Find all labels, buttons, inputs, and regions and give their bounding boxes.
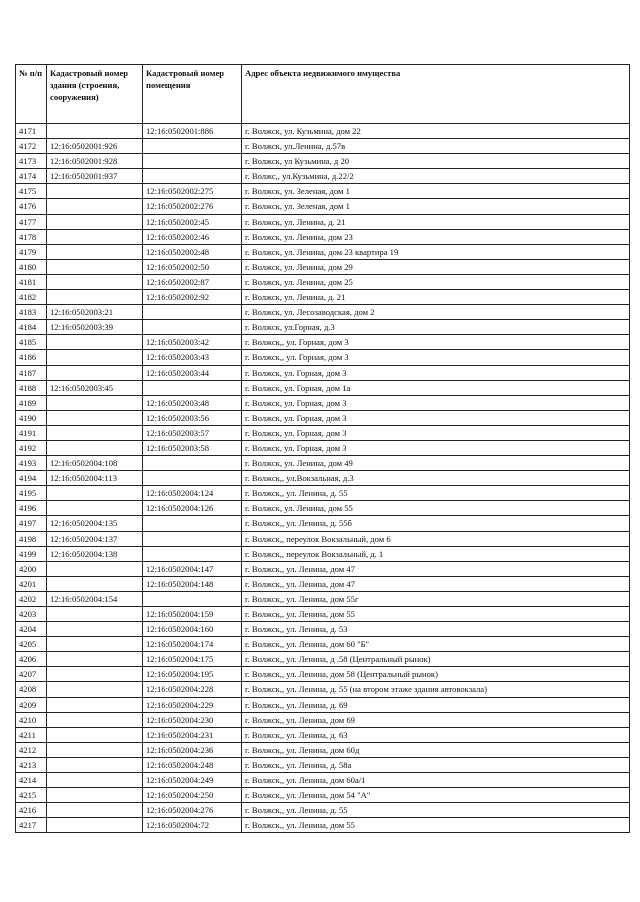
table-row	[16, 395, 630, 410]
table-row	[16, 652, 630, 667]
table-row	[16, 259, 630, 274]
cell-row-number: 4187	[16, 365, 47, 380]
cell-row-number: 4213	[16, 757, 47, 772]
cell-building-cadastral	[47, 290, 143, 305]
cell-building-cadastral	[47, 697, 143, 712]
cell-building-cadastral	[47, 395, 143, 410]
cell-row-number: 4195	[16, 486, 47, 501]
cell-row-number: 4175	[16, 184, 47, 199]
cell-address: г. Волжск,, ул. Ленина, д. 55б	[242, 516, 630, 531]
cell-premises-cadastral: 12:16:0502004:147	[143, 561, 242, 576]
table-row	[16, 773, 630, 788]
cell-row-number: 4186	[16, 350, 47, 365]
cell-row-number: 4190	[16, 410, 47, 425]
table-row	[16, 320, 630, 335]
cell-premises-cadastral: 12:16:0502004:276	[143, 803, 242, 818]
cell-premises-cadastral: 12:16:0502004:249	[143, 773, 242, 788]
cell-address: г. Волжск,, ул. Горная, дом 3	[242, 350, 630, 365]
table-row	[16, 154, 630, 169]
cell-premises-cadastral	[143, 320, 242, 335]
cell-building-cadastral: 12:16:0502004:154	[47, 591, 143, 606]
cell-address: г. Волжск, ул. Ленина, д. 21	[242, 214, 630, 229]
cell-building-cadastral	[47, 425, 143, 440]
cell-row-number: 4212	[16, 742, 47, 757]
cell-row-number: 4214	[16, 773, 47, 788]
cell-building-cadastral: 12:16:0502003:39	[47, 320, 143, 335]
cell-building-cadastral	[47, 229, 143, 244]
cell-building-cadastral	[47, 184, 143, 199]
cell-building-cadastral	[47, 667, 143, 682]
table-row	[16, 169, 630, 184]
table-row	[16, 788, 630, 803]
cell-row-number: 4179	[16, 244, 47, 259]
cell-row-number: 4203	[16, 607, 47, 622]
cell-address: г. Волжс,, ул.Кузьмина, д.22/2	[242, 169, 630, 184]
cell-address: г. Волжск,, переулок Вокзальный, д. 1	[242, 546, 630, 561]
table-row	[16, 682, 630, 697]
table-row	[16, 486, 630, 501]
cell-premises-cadastral	[143, 546, 242, 561]
cell-address: г. Волжск,, ул. Ленина, дом 47	[242, 576, 630, 591]
table-row	[16, 124, 630, 139]
cell-address: г. Волжск,, ул. Ленина, дом 55	[242, 818, 630, 833]
cell-address: г. Волжск,, ул. Ленина, дом 60а/1	[242, 773, 630, 788]
cell-address: г. Волжск,, ул. Ленина, д. 55 (на втором этаже здания автовокзала)	[242, 682, 630, 697]
cell-building-cadastral	[47, 803, 143, 818]
cell-premises-cadastral	[143, 139, 242, 154]
table-row	[16, 471, 630, 486]
cell-premises-cadastral: 12:16:0502003:44	[143, 365, 242, 380]
cell-address: г. Волжск, ул. Ленина, дом 25	[242, 274, 630, 289]
cell-premises-cadastral	[143, 456, 242, 471]
cell-row-number: 4209	[16, 697, 47, 712]
table-row	[16, 516, 630, 531]
cell-building-cadastral	[47, 757, 143, 772]
table-row	[16, 712, 630, 727]
cell-building-cadastral	[47, 561, 143, 576]
cell-address: г. Волжск, ул. Кузьмина, дом 22	[242, 124, 630, 139]
cell-building-cadastral	[47, 652, 143, 667]
cell-address: г. Волжск,, ул. Ленина, дом 60д	[242, 742, 630, 757]
cell-address: г. Волжск,, ул. Ленина, д. 69	[242, 697, 630, 712]
cell-building-cadastral	[47, 637, 143, 652]
cell-row-number: 4204	[16, 622, 47, 637]
cell-row-number: 4193	[16, 456, 47, 471]
cell-building-cadastral: 12:16:0502003:21	[47, 305, 143, 320]
cell-building-cadastral	[47, 818, 143, 833]
cell-address: г. Волжск,, ул. Ленина, д .58 (Центральный рынок)	[242, 652, 630, 667]
cell-premises-cadastral: 12:16:0502004:159	[143, 607, 242, 622]
cell-row-number: 4171	[16, 124, 47, 139]
table-row	[16, 803, 630, 818]
cell-address: г. Волжск, ул. Ленина, дом 49	[242, 456, 630, 471]
table-row	[16, 274, 630, 289]
cell-premises-cadastral: 12:16:0502004:236	[143, 742, 242, 757]
table-row	[16, 139, 630, 154]
table-row	[16, 456, 630, 471]
cell-premises-cadastral: 12:16:0502004:195	[143, 667, 242, 682]
table-row	[16, 229, 630, 244]
table-row	[16, 501, 630, 516]
cell-row-number: 4201	[16, 576, 47, 591]
cell-premises-cadastral: 12:16:0502002:276	[143, 199, 242, 214]
cell-address: г. Волжск, ул. Горная, дом 3	[242, 365, 630, 380]
cell-row-number: 4211	[16, 727, 47, 742]
table-row	[16, 184, 630, 199]
cell-address: г. Волжск,, ул. Ленина, д. 58а	[242, 757, 630, 772]
cell-row-number: 4191	[16, 425, 47, 440]
table-row	[16, 410, 630, 425]
cell-building-cadastral: 12:16:0502001:926	[47, 139, 143, 154]
table-row	[16, 576, 630, 591]
cell-premises-cadastral: 12:16:0502002:92	[143, 290, 242, 305]
cell-address: г. Волжск,, ул. Ленина, д. 63	[242, 727, 630, 742]
header-premises-cadastral: Кадастровый номер помещения	[143, 65, 242, 124]
cell-premises-cadastral: 12:16:0502003:48	[143, 395, 242, 410]
cell-building-cadastral: 12:16:0502003:45	[47, 380, 143, 395]
cell-address: г. Волжск, ул. Зеленая, дом 1	[242, 184, 630, 199]
table-body	[16, 124, 630, 833]
cell-building-cadastral	[47, 335, 143, 350]
header-address: Адрес объекта недвижимого имущества	[242, 65, 630, 124]
cell-building-cadastral	[47, 727, 143, 742]
cell-address: г. Волжск,, ул. Ленина, дом 55	[242, 607, 630, 622]
cell-building-cadastral	[47, 199, 143, 214]
cell-premises-cadastral: 12:16:0502004:160	[143, 622, 242, 637]
cell-building-cadastral: 12:16:0502004:135	[47, 516, 143, 531]
cell-premises-cadastral: 12:16:0502003:56	[143, 410, 242, 425]
cell-premises-cadastral: 12:16:0502002:48	[143, 244, 242, 259]
cell-address: г. Волжск,, ул. Ленина, дом 69	[242, 712, 630, 727]
cell-premises-cadastral: 12:16:0502004:228	[143, 682, 242, 697]
cell-building-cadastral	[47, 244, 143, 259]
cell-row-number: 4216	[16, 803, 47, 818]
cell-premises-cadastral: 12:16:0502004:229	[143, 697, 242, 712]
table-row	[16, 637, 630, 652]
cell-address: г. Волжск, ул. Горная, дом 3	[242, 395, 630, 410]
cell-address: г. Волжск,, ул. Ленина, д. 55	[242, 803, 630, 818]
cell-premises-cadastral: 12:16:0502004:230	[143, 712, 242, 727]
cell-row-number: 4207	[16, 667, 47, 682]
cell-row-number: 4173	[16, 154, 47, 169]
cell-address: г. Волжск, ул. Ленина, дом 29	[242, 259, 630, 274]
cell-row-number: 4180	[16, 259, 47, 274]
cell-premises-cadastral: 12:16:0502002:45	[143, 214, 242, 229]
cell-row-number: 4199	[16, 546, 47, 561]
cell-address: г. Волжск,, ул. Ленина, дом 58 (Центральный рынок)	[242, 667, 630, 682]
table-row	[16, 561, 630, 576]
table-row	[16, 365, 630, 380]
cell-premises-cadastral: 12:16:0502004:124	[143, 486, 242, 501]
cell-building-cadastral	[47, 259, 143, 274]
cell-address: г. Волжск,, ул. Горная, дом 3	[242, 335, 630, 350]
cell-building-cadastral	[47, 742, 143, 757]
cell-premises-cadastral: 12:16:0502004:248	[143, 757, 242, 772]
cell-row-number: 4181	[16, 274, 47, 289]
cell-row-number: 4208	[16, 682, 47, 697]
cell-row-number: 4197	[16, 516, 47, 531]
cell-building-cadastral	[47, 607, 143, 622]
cell-building-cadastral	[47, 682, 143, 697]
table-row	[16, 305, 630, 320]
cell-address: г. Волжск, ул. Ленина, дом 55	[242, 501, 630, 516]
header-row-number: № п/п	[16, 65, 47, 124]
table-row	[16, 546, 630, 561]
cell-row-number: 4183	[16, 305, 47, 320]
cell-address: г. Волжск, ул. Ленина, д. 21	[242, 290, 630, 305]
table-row	[16, 667, 630, 682]
header-building-cadastral: Кадастровый номер здания (строения, сооружения)	[47, 65, 143, 124]
cell-premises-cadastral: 12:16:0502004:231	[143, 727, 242, 742]
cell-row-number: 4174	[16, 169, 47, 184]
cell-premises-cadastral	[143, 169, 242, 184]
cell-address: г. Волжск,, переулок Вокзальный, дом 6	[242, 531, 630, 546]
cell-premises-cadastral: 12:16:0502004:72	[143, 818, 242, 833]
table-row	[16, 440, 630, 455]
cell-building-cadastral	[47, 124, 143, 139]
cell-address: г. Волжск, ул. Ленина, дом 23 квартира 19	[242, 244, 630, 259]
cell-address: г. Волжск, ул. Горная, дом 3	[242, 440, 630, 455]
cell-premises-cadastral	[143, 380, 242, 395]
table-row	[16, 380, 630, 395]
cell-address: г. Волжск,, ул. Ленина, д. 55	[242, 486, 630, 501]
cell-premises-cadastral: 12:16:0502003:58	[143, 440, 242, 455]
cell-row-number: 4176	[16, 199, 47, 214]
cell-building-cadastral: 12:16:0502004:113	[47, 471, 143, 486]
cell-address: г. Волжск, ул. Горная, дом 1а	[242, 380, 630, 395]
table-row	[16, 622, 630, 637]
cell-building-cadastral	[47, 576, 143, 591]
table-row	[16, 244, 630, 259]
cell-building-cadastral: 12:16:0502001:937	[47, 169, 143, 184]
table-row	[16, 350, 630, 365]
table-row	[16, 697, 630, 712]
cell-address: г. Волжск, ул Кузьмина, д 20	[242, 154, 630, 169]
table-row	[16, 335, 630, 350]
cell-row-number: 4215	[16, 788, 47, 803]
cell-premises-cadastral: 12:16:0502003:43	[143, 350, 242, 365]
cell-address: г. Волжск,, ул.Вокзальная, д.3	[242, 471, 630, 486]
cell-address: г. Волжск,, ул. Ленина, дом 47	[242, 561, 630, 576]
cell-row-number: 4188	[16, 380, 47, 395]
cell-address: г. Волжск,, ул. Ленина, д. 53	[242, 622, 630, 637]
cell-row-number: 4210	[16, 712, 47, 727]
cell-building-cadastral: 12:16:0502004:138	[47, 546, 143, 561]
table-row	[16, 199, 630, 214]
cell-premises-cadastral	[143, 471, 242, 486]
cell-premises-cadastral: 12:16:0502002:275	[143, 184, 242, 199]
cell-building-cadastral	[47, 788, 143, 803]
cell-address: г. Волжск, ул. Горная, дом 3	[242, 425, 630, 440]
cell-row-number: 4205	[16, 637, 47, 652]
cell-building-cadastral	[47, 274, 143, 289]
cell-row-number: 4192	[16, 440, 47, 455]
cell-premises-cadastral	[143, 591, 242, 606]
table-row	[16, 727, 630, 742]
cell-premises-cadastral	[143, 516, 242, 531]
cell-building-cadastral: 12:16:0502004:108	[47, 456, 143, 471]
table-row	[16, 818, 630, 833]
cell-address: г. Волжск,, ул. Ленина, дом 55г	[242, 591, 630, 606]
cell-building-cadastral: 12:16:0502001:928	[47, 154, 143, 169]
table-row	[16, 425, 630, 440]
cell-row-number: 4202	[16, 591, 47, 606]
table-row	[16, 591, 630, 606]
cell-row-number: 4178	[16, 229, 47, 244]
cell-premises-cadastral: 12:16:0502002:50	[143, 259, 242, 274]
cell-building-cadastral: 12:16:0502004:137	[47, 531, 143, 546]
cell-premises-cadastral: 12:16:0502004:175	[143, 652, 242, 667]
cell-row-number: 4182	[16, 290, 47, 305]
cell-address: г. Волжск,, ул. Ленина, дом 60 "Б"	[242, 637, 630, 652]
cell-premises-cadastral: 12:16:0502002:87	[143, 274, 242, 289]
cell-premises-cadastral: 12:16:0502004:174	[143, 637, 242, 652]
cell-premises-cadastral: 12:16:0502004:250	[143, 788, 242, 803]
cell-premises-cadastral: 12:16:0502004:148	[143, 576, 242, 591]
cell-address: г. Волжск, ул.Ленина, д.57в	[242, 139, 630, 154]
cell-building-cadastral	[47, 773, 143, 788]
cell-premises-cadastral: 12:16:0502003:57	[143, 425, 242, 440]
cell-row-number: 4194	[16, 471, 47, 486]
cell-row-number: 4200	[16, 561, 47, 576]
cell-building-cadastral	[47, 712, 143, 727]
cell-building-cadastral	[47, 365, 143, 380]
cell-address: г. Волжск, ул. Лесозаводская, дом 2	[242, 305, 630, 320]
cell-premises-cadastral	[143, 305, 242, 320]
cell-address: г. Волжск, ул. Зеленая, дом 1	[242, 199, 630, 214]
property-register-table	[15, 64, 630, 833]
cell-premises-cadastral: 12:16:0502004:126	[143, 501, 242, 516]
table-row	[16, 214, 630, 229]
cell-building-cadastral	[47, 501, 143, 516]
cell-address: г. Волжск, ул.Горная, д.3	[242, 320, 630, 335]
table-row	[16, 290, 630, 305]
cell-premises-cadastral	[143, 531, 242, 546]
cell-row-number: 4172	[16, 139, 47, 154]
table-header-row	[16, 65, 630, 124]
cell-premises-cadastral: 12:16:0502003:42	[143, 335, 242, 350]
cell-address: г. Волжск, ул. Ленина, дом 23	[242, 229, 630, 244]
cell-row-number: 4185	[16, 335, 47, 350]
cell-row-number: 4206	[16, 652, 47, 667]
cell-building-cadastral	[47, 486, 143, 501]
table-row	[16, 607, 630, 622]
cell-address: г. Волжск,, ул. Ленина, дом 54 "А"	[242, 788, 630, 803]
cell-premises-cadastral: 12:16:0502001:886	[143, 124, 242, 139]
cell-row-number: 4196	[16, 501, 47, 516]
table-row	[16, 531, 630, 546]
cell-building-cadastral	[47, 350, 143, 365]
cell-building-cadastral	[47, 410, 143, 425]
cell-address: г. Волжск, ул. Горная, дом 3	[242, 410, 630, 425]
cell-row-number: 4198	[16, 531, 47, 546]
cell-row-number: 4217	[16, 818, 47, 833]
cell-premises-cadastral	[143, 154, 242, 169]
cell-row-number: 4189	[16, 395, 47, 410]
table-row	[16, 757, 630, 772]
cell-building-cadastral	[47, 622, 143, 637]
cell-row-number: 4177	[16, 214, 47, 229]
cell-row-number: 4184	[16, 320, 47, 335]
table-row	[16, 742, 630, 757]
cell-building-cadastral	[47, 214, 143, 229]
cell-building-cadastral	[47, 440, 143, 455]
cell-premises-cadastral: 12:16:0502002:46	[143, 229, 242, 244]
